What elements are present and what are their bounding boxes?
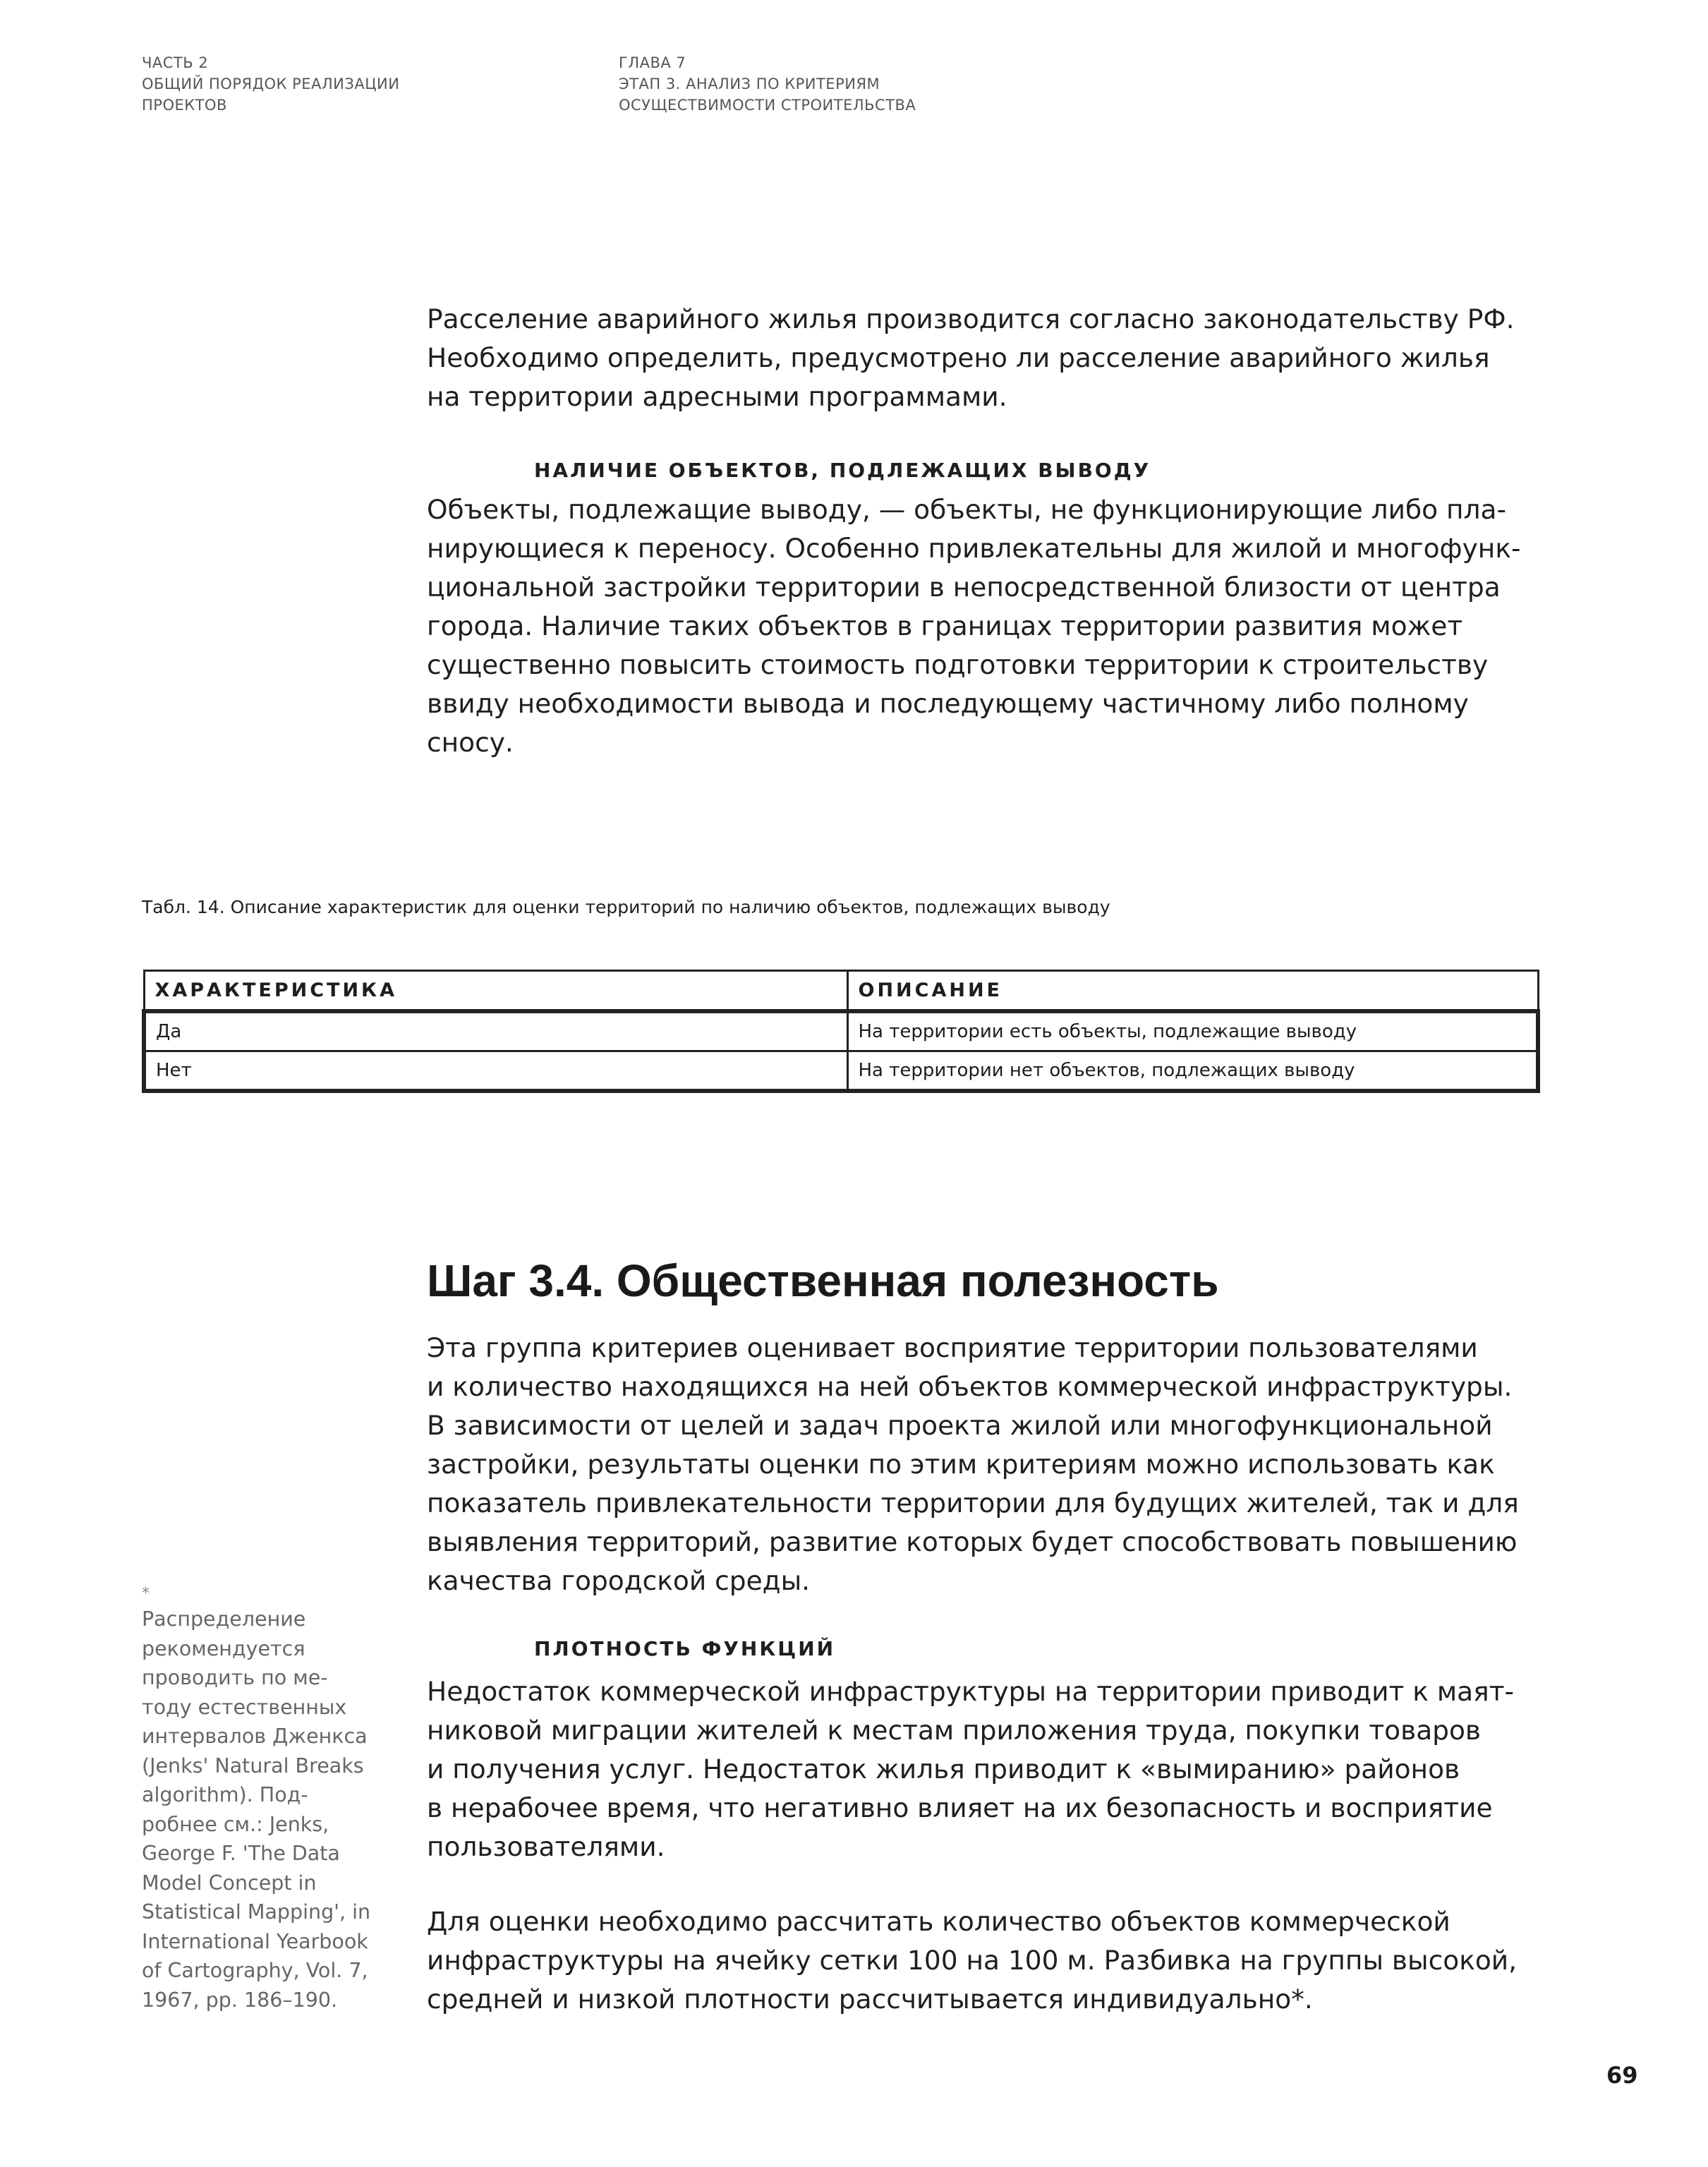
characteristics-table [142, 970, 1540, 1093]
header-line: ОСУЩЕСТВИМОСТИ СТРОИТЕЛЬСТВА [619, 97, 916, 114]
step-heading: Шаг 3.4. Общественная полезность [427, 1255, 1219, 1306]
footnote-line: 1967, pp. 186–190. [142, 1988, 338, 2012]
footnote-line: Model Concept in [142, 1871, 317, 1895]
footnote-line: рекомендуется [142, 1636, 305, 1660]
table-row [144, 1011, 1538, 1051]
paragraph-step-intro [427, 1329, 1534, 1600]
text-line: застройки, результаты оценки по этим критериям можно использовать как [427, 1449, 1495, 1480]
text-line: ввиду необходимости вывода и последующему частичному либо полному [427, 688, 1469, 719]
table-cell: Нет [144, 1051, 847, 1092]
subheading-objects-for-removal: НАЛИЧИЕ ОБЪЕКТОВ, ПОДЛЕЖАЩИХ ВЫВОДУ [534, 459, 1151, 482]
sidenote [142, 1586, 396, 2015]
footnote-line: (Jenks' Natural Breaks [142, 1753, 364, 1777]
subheading-function-density: ПЛОТНОСТЬ ФУНКЦИЙ [534, 1637, 836, 1660]
paragraph-objects-for-removal [427, 490, 1534, 762]
text-line: Необходимо определить, предусмотрено ли расселение аварийного жилья [427, 342, 1490, 373]
footnote-line: интервалов Дженкса [142, 1725, 368, 1748]
footnote-line: algorithm). Под- [142, 1783, 308, 1806]
text-line: существенно повысить стоимость подготовки территории к строительству [427, 649, 1489, 680]
text-line: Недостаток коммерческой инфраструктуры на территории приводит к маят- [427, 1676, 1515, 1707]
table-header-row [144, 971, 1538, 1012]
footnote-line: Statistical Mapping', in [142, 1900, 371, 1924]
text-line: города. Наличие таких объектов в границах территории развития может [427, 610, 1463, 641]
paragraph-function-density [427, 1672, 1534, 1866]
running-header-left [142, 52, 399, 116]
footnote-line: Распределение [142, 1607, 306, 1631]
text-line: качества городской среды. [427, 1565, 811, 1596]
text-line: показатель привлекательности территории для будущих жителей, так и для [427, 1487, 1519, 1519]
text-line: инфраструктуры на ячейку сетки 100 на 100 м. Разбивка на группы высокой, [427, 1945, 1518, 1976]
text-line: и получения услуг. Недостаток жилья приводит к «вымиранию» районов [427, 1753, 1460, 1785]
footnote-mark: * [142, 1585, 150, 1602]
text-line: выявления территорий, развитие которых будет способствовать повышению [427, 1526, 1518, 1557]
text-line: в нерабочее время, что негативно влияет на их безопасность и восприятие [427, 1792, 1493, 1823]
table-caption: Табл. 14. Описание характеристик для оценки территорий по наличию объектов, подлежащих выводу [142, 897, 1110, 917]
text-line: нирующиеся к переносу. Особенно привлекательны для жилой и многофунк- [427, 533, 1521, 564]
table-row [144, 1051, 1538, 1092]
text-line: пользователями. [427, 1831, 665, 1862]
text-line: В зависимости от целей и задач проекта жилой или многофункциональной [427, 1410, 1493, 1441]
footnote-line: George F. 'The Data [142, 1842, 340, 1865]
header-line: ЭТАП 3. АНАЛИЗ ПО КРИТЕРИЯМ [619, 76, 880, 92]
text-line: Объекты, подлежащие выводу, — объекты, не функционирующие либо пла- [427, 494, 1506, 525]
text-line: Для оценки необходимо рассчитать количество объектов коммерческой [427, 1906, 1450, 1937]
text-line: на территории адресными программами. [427, 381, 1007, 412]
running-header-right [619, 52, 916, 116]
text-line: и количество находящихся на ней объектов коммерческой инфраструктуры. [427, 1371, 1513, 1402]
paragraph-density-calculation [427, 1902, 1534, 2019]
footnote-line: робнее см.: Jenks, [142, 1812, 329, 1836]
table-cell: На территории есть объекты, подлежащие выводу [847, 1011, 1538, 1051]
table-cell: На территории нет объектов, подлежащих выводу [847, 1051, 1538, 1092]
header-line: ОБЩИЙ ПОРЯДОК РЕАЛИЗАЦИИ [142, 76, 400, 92]
text-line: Эта группа критериев оценивает восприятие территории пользователями [427, 1332, 1478, 1363]
footnote-line: тоду естественных [142, 1695, 347, 1719]
text-line: циональной застройки территории в непосредственной близости от центра [427, 572, 1501, 603]
text-line: средней и низкой плотности рассчитывается индивидуально*. [427, 1984, 1313, 2015]
text-line: Расселение аварийного жилья производится согласно законодательству РФ. [427, 303, 1515, 334]
header-line: ГЛАВА 7 [619, 54, 686, 71]
footnote-line: International Yearbook [142, 1929, 368, 1953]
page-number: 69 [1606, 2062, 1638, 2089]
table-cell: Да [144, 1011, 847, 1051]
footnote-line: of Cartography, Vol. 7, [142, 1959, 368, 1982]
header-line: ПРОЕКТОВ [142, 97, 227, 114]
header-line: ЧАСТЬ 2 [142, 54, 209, 71]
text-line: никовой миграции жителей к местам приложения труда, покупки товаров [427, 1715, 1482, 1746]
column-header-characteristic: ХАРАКТЕРИСТИКА [144, 971, 847, 1012]
paragraph-resettlement [427, 300, 1534, 416]
footnote-line: проводить по ме- [142, 1666, 328, 1689]
text-line: сносу. [427, 727, 514, 758]
column-header-description: ОПИСАНИЕ [847, 971, 1538, 1012]
